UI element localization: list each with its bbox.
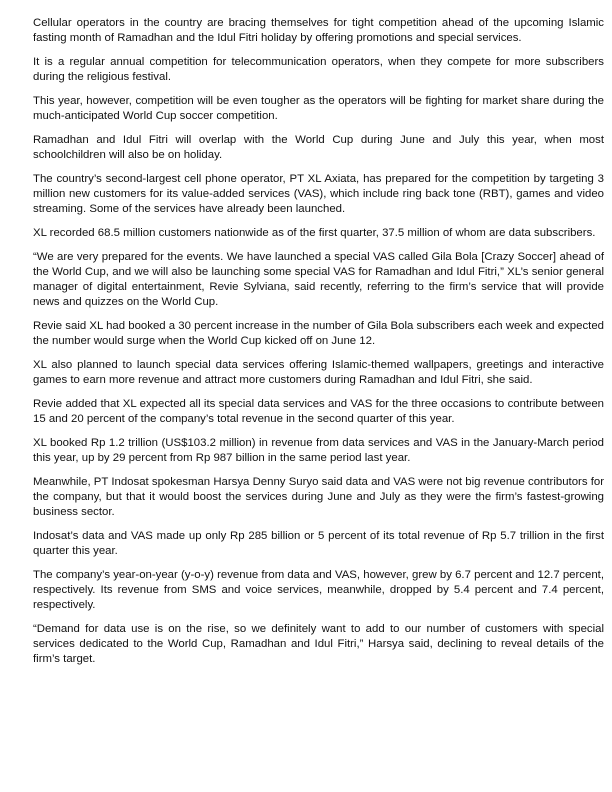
article-paragraph: The country’s second-largest cell phone operator, PT XL Axiata, has prepared for the competition by targeting 3 million new customers for its value-added services (VAS), which include ring back tone (RBT), games and video streaming. Some of the services have already been launched. <box>33 173 604 215</box>
article-paragraph: “We are very prepared for the events. We have launched a special VAS called Gila Bola [Crazy Soccer] ahead of the World Cup, and we will also be launching some special VAS for Ramadhan and Idul Fitri,” XL’s senior general manager of digital entertainment, Revie Sylviana, said recently, referring to the firm’s service that will provide news and quizzes on the World Cup. <box>33 251 604 308</box>
article-paragraph: Revie said XL had booked a 30 percent increase in the number of Gila Bola subscribers each week and expected the number would surge when the World Cup kicked off on June 12. <box>33 320 604 347</box>
article-paragraph: Indosat’s data and VAS made up only Rp 285 billion or 5 percent of its total revenue of Rp 5.7 trillion in the first quarter this year. <box>33 530 604 557</box>
article-paragraph: Cellular operators in the country are bracing themselves for tight competition ahead of the upcoming Islamic fasting month of Ramadhan and the Idul Fitri holiday by offering promotions and special services. <box>33 17 604 44</box>
article-paragraph: The company’s year-on-year (y-o-y) revenue from data and VAS, however, grew by 6.7 percent and 12.7 percent, respectively. Its revenue from SMS and voice services, meanwhile, dropped by 5.4 percent and 7.4 percent, respectively. <box>33 569 604 611</box>
article-paragraph: It is a regular annual competition for telecommunication operators, when they compete for more subscribers during the religious festival. <box>33 56 604 83</box>
article-paragraph: Revie added that XL expected all its special data services and VAS for the three occasions to contribute between 15 and 20 percent of the company’s total revenue in the second quarter of this year. <box>33 398 604 425</box>
article-paragraph: Ramadhan and Idul Fitri will overlap with the World Cup during June and July this year, when most schoolchildren will also be on holiday. <box>33 134 604 161</box>
article-paragraph: XL booked Rp 1.2 trillion (US$103.2 million) in revenue from data services and VAS in the January-March period this year, up by 29 percent from Rp 987 billion in the same period last year. <box>33 437 604 464</box>
article-paragraph: This year, however, competition will be even tougher as the operators will be fighting for market share during the much-anticipated World Cup soccer competition. <box>33 95 604 122</box>
article-body <box>33 16 604 676</box>
article-paragraph: XL also planned to launch special data services offering Islamic-themed wallpapers, greetings and interactive games to earn more revenue and attract more customers during Ramadhan and Idul Fitri, she said. <box>33 359 604 386</box>
article-paragraph: “Demand for data use is on the rise, so we definitely want to add to our number of customers with special services dedicated to the World Cup, Ramadhan and Idul Fitri,” Harsya said, declining to reveal details of the firm’s target. <box>33 623 604 665</box>
article-paragraph: Meanwhile, PT Indosat spokesman Harsya Denny Suryo said data and VAS were not big revenue contributors for the company, but that it would boost the services during June and July as they were the firm’s fastest-growing business sector. <box>33 476 604 518</box>
article-paragraph: XL recorded 68.5 million customers nationwide as of the first quarter, 37.5 million of whom are data subscribers. <box>33 227 596 239</box>
